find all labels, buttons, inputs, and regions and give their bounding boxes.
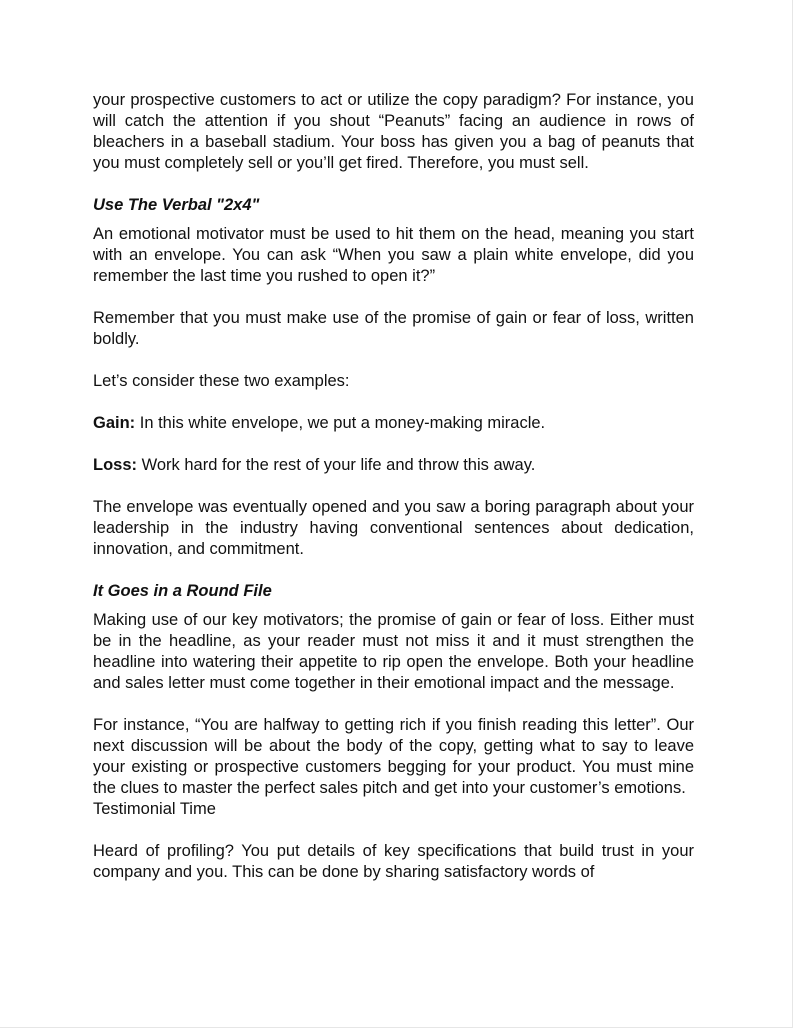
- testimonial-time-line: Testimonial Time: [93, 800, 216, 818]
- heading-round-file: It Goes in a Round File: [93, 582, 272, 600]
- paragraph-loss: [93, 455, 694, 476]
- paragraph-profiling: Heard of profiling? You put details of key specifications that build trust in your company and you. This can be done by sharing satisfactory words of: [93, 842, 694, 881]
- gain-label: Gain:: [93, 414, 136, 432]
- loss-label: Loss:: [93, 456, 138, 474]
- paragraph-intro: your prospective customers to act or utilize the copy paradigm? For instance, you will catch the attention if you shout “Peanuts” facing an audience in rows of bleachers in a baseball stadium. Your boss has given you a bag of peanuts that you must completely sell or you’ll get fired. Therefore, you must sell.: [93, 91, 694, 172]
- heading-use-the-verbal: Use The Verbal "2x4": [93, 196, 260, 214]
- paragraph-for-instance: For instance, “You are halfway to getting rich if you finish reading this letter”. Our next discussion will be about the body of the copy, getting what to say to leave your existing or prospective customers begging for your product. You must mine the clues to master the perfect sales pitch and get into your customer’s emotions.: [93, 716, 694, 797]
- document-body: [93, 90, 694, 904]
- paragraph-consider: Let’s consider these two examples:: [93, 372, 350, 390]
- loss-text: Work hard for the rest of your life and throw this away.: [137, 456, 536, 474]
- paragraph-gain: [93, 413, 694, 434]
- paragraph-remember: Remember that you must make use of the promise of gain or fear of loss, written boldly.: [93, 309, 694, 348]
- paragraph-emotional-motivator: An emotional motivator must be used to hit them on the head, meaning you start with an envelope. You can ask “When you saw a plain white envelope, did you remember the last time you rushed to open it?”: [93, 225, 694, 285]
- gain-text: In this white envelope, we put a money-making miracle.: [135, 414, 546, 432]
- paragraph-envelope-opened: The envelope was eventually opened and you saw a boring paragraph about your leadership in the industry having conventional sentences about dedication, innovation, and commitment.: [93, 498, 694, 558]
- paragraph-key-motivators: Making use of our key motivators; the promise of gain or fear of loss. Either must be in the headline, as your reader must not miss it and it must strengthen the headline into watering their appetite to rip open the envelope. Both your headline and sales letter must come together in their emotional impact and the message.: [93, 611, 694, 692]
